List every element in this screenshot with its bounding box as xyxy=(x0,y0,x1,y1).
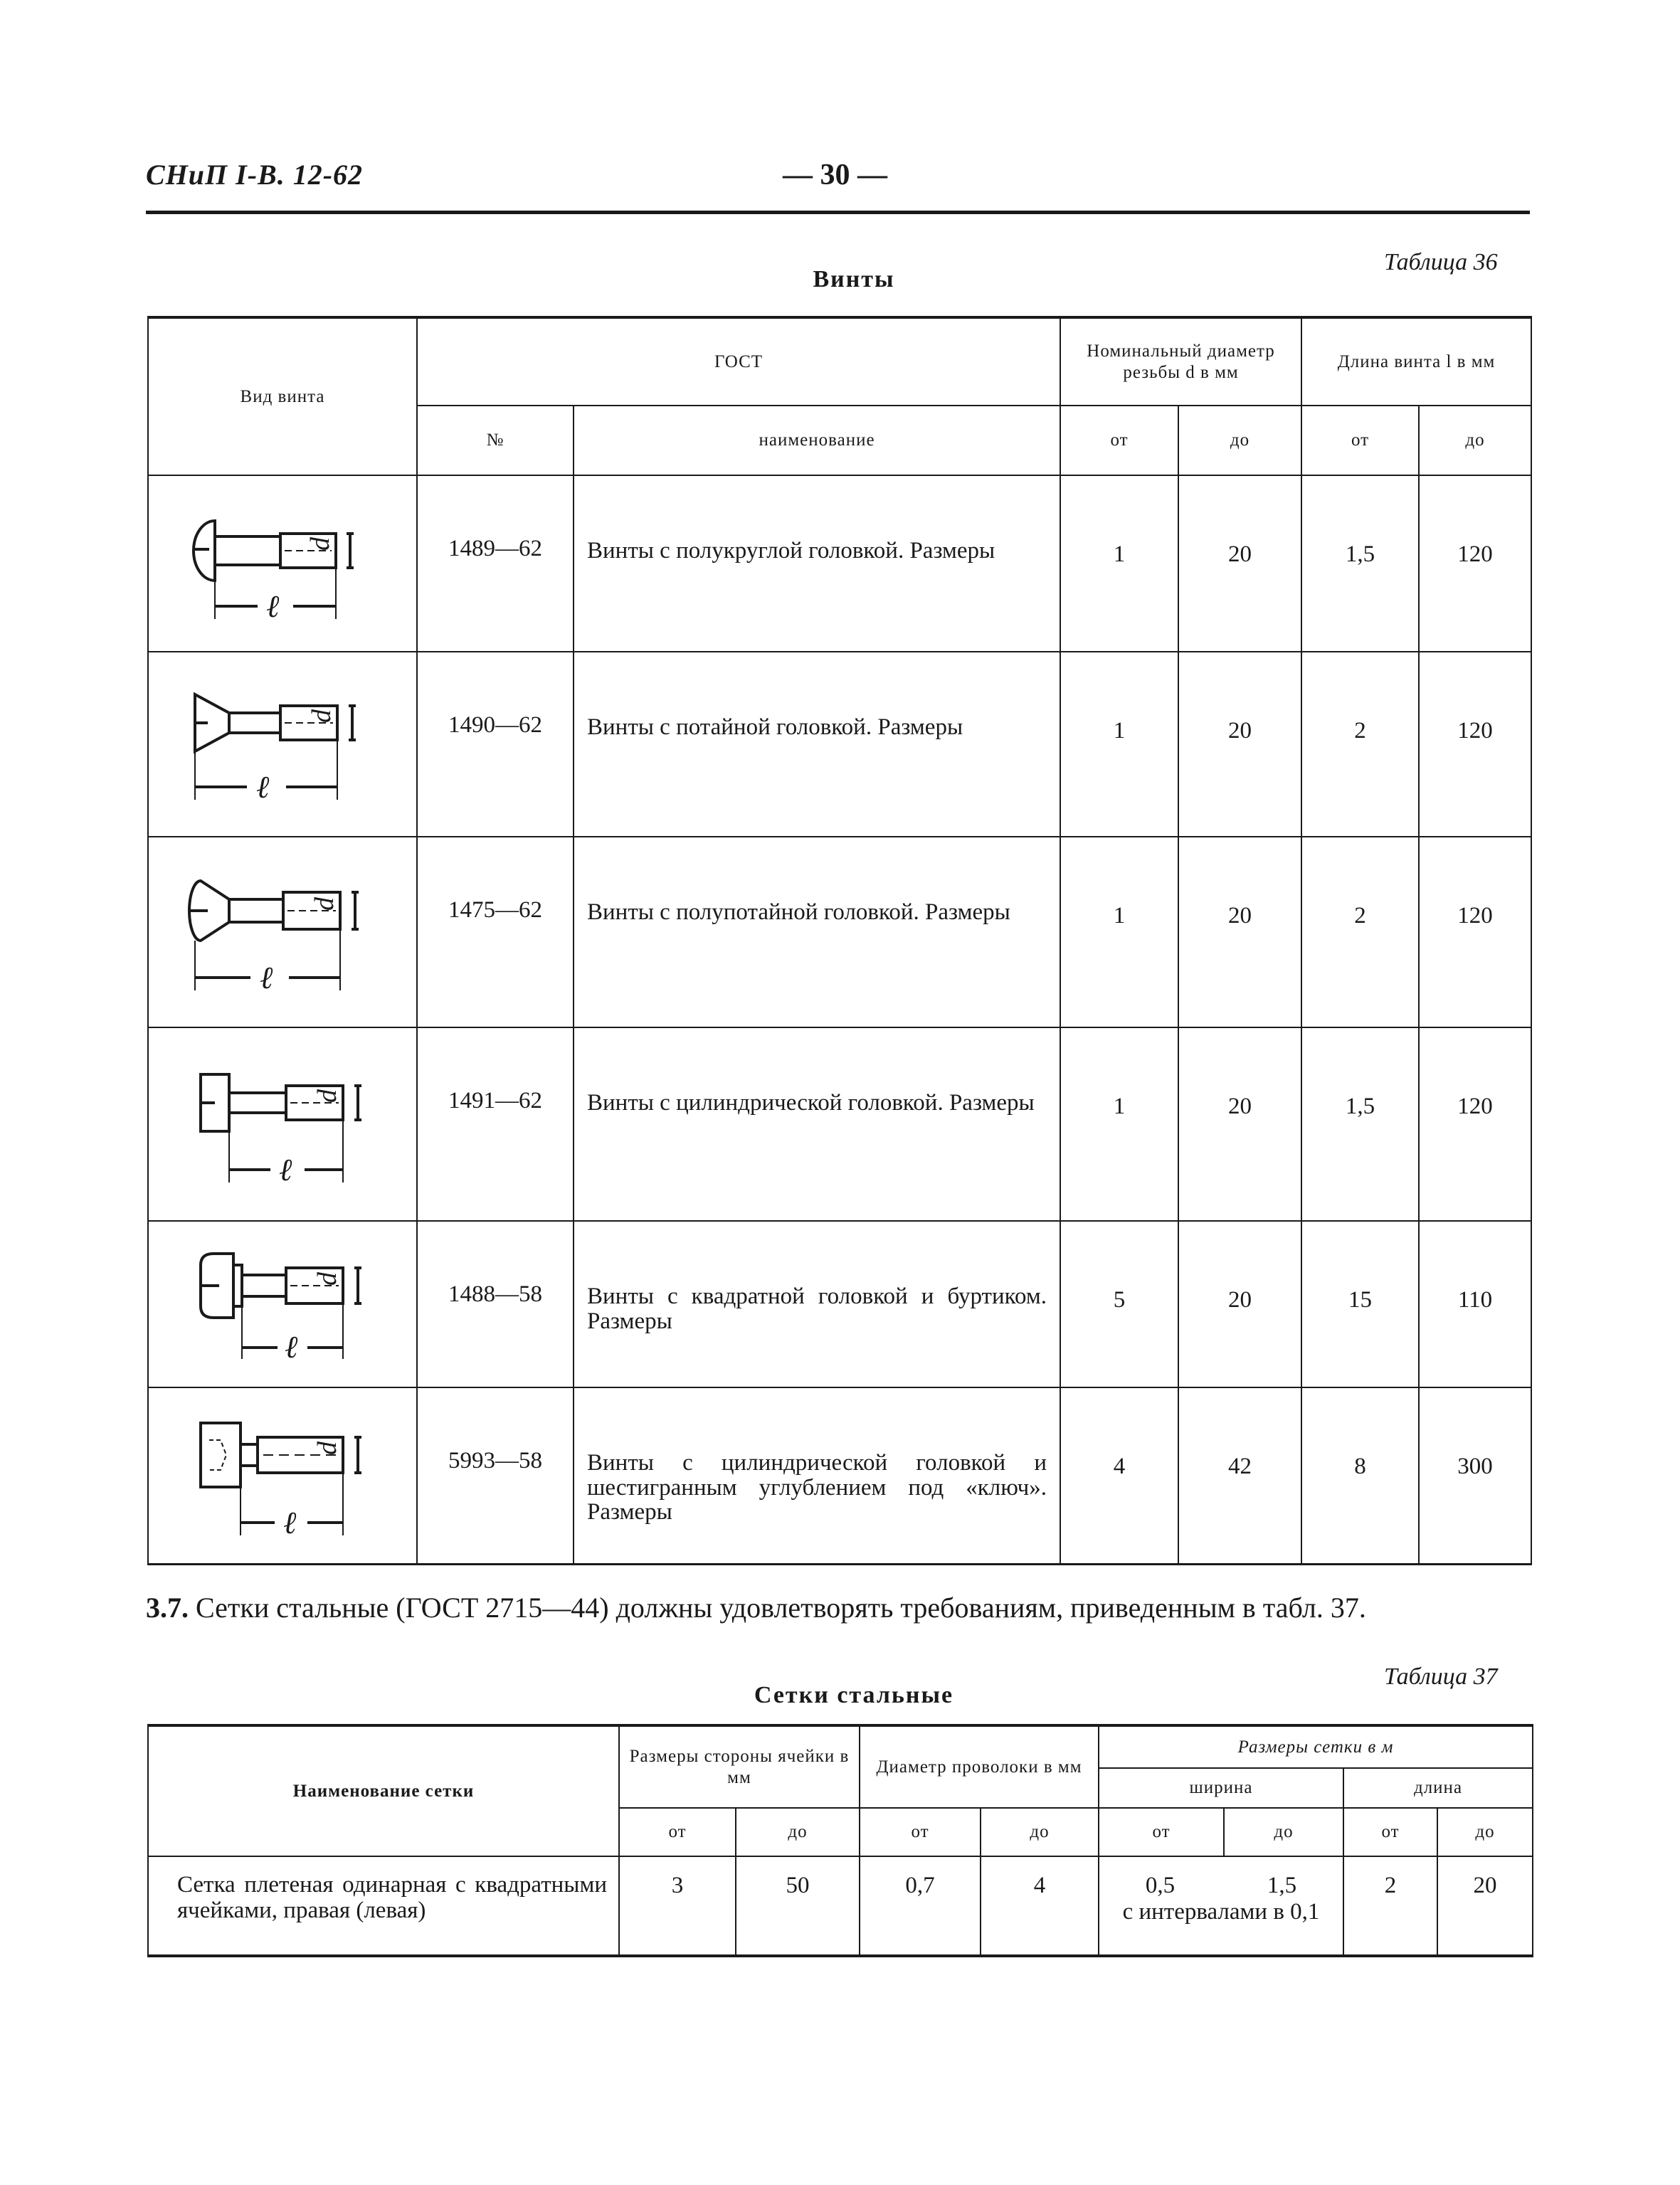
diameter-to: 20 xyxy=(1178,475,1301,652)
length-to: 120 xyxy=(1419,1027,1531,1221)
gost-name: Винты с цилиндрической головкой. Размеры xyxy=(574,1027,1060,1221)
figure-length-label: ℓ xyxy=(256,770,270,805)
diameter-from: 1 xyxy=(1060,837,1178,1027)
diameter-to: 20 xyxy=(1178,1027,1301,1221)
net-length-from: 2 xyxy=(1343,1856,1437,1956)
wire-diameter-to: 4 xyxy=(981,1856,1099,1956)
header-cell-from: от xyxy=(619,1808,736,1856)
length-to: 110 xyxy=(1419,1221,1531,1387)
table-row xyxy=(148,652,1531,837)
diameter-to: 20 xyxy=(1178,1221,1301,1387)
figure-diameter-label: d xyxy=(305,537,335,551)
length-from: 2 xyxy=(1301,652,1419,837)
figure-diameter-label: d xyxy=(307,709,337,723)
table-row xyxy=(148,1387,1531,1564)
header-screw-length: Длина винта l в мм xyxy=(1301,317,1531,406)
table-36-title: Винты xyxy=(813,266,895,292)
net-width-values xyxy=(1099,1873,1343,1899)
net-width-range xyxy=(1099,1856,1343,1956)
figure-diameter-label: d xyxy=(310,897,339,911)
length-from: 15 xyxy=(1301,1221,1419,1387)
paragraph-3-7 xyxy=(146,1592,1530,1624)
diameter-from: 1 xyxy=(1060,475,1178,652)
net-name: Сетка плетеная одинарная с квадратными ячейками, правая (левая) xyxy=(148,1856,619,1956)
page-number: — 30 — xyxy=(783,159,887,191)
gost-name: Винты с цилиндрической головкой и шестигранным углублением под «ключ». Размеры xyxy=(574,1387,1060,1564)
header-diameter-from: от xyxy=(1060,406,1178,475)
paragraph-number: 3.7. xyxy=(146,1592,189,1624)
header-net-width: ширина xyxy=(1099,1768,1343,1808)
header-gost-number: № xyxy=(417,406,574,475)
cell-size-to: 50 xyxy=(736,1856,860,1956)
gost-name: Винты с полукруглой головкой. Размеры xyxy=(574,475,1060,652)
table-36-label: Таблица 36 xyxy=(1384,249,1498,275)
hex-socket-head-screw-figure xyxy=(148,1387,417,1564)
diameter-from: 1 xyxy=(1060,652,1178,837)
table-row xyxy=(148,475,1531,652)
steel-nets-table xyxy=(147,1724,1533,1957)
figure-diameter-label: d xyxy=(312,1272,342,1286)
diameter-to: 20 xyxy=(1178,652,1301,837)
figure-length-label: ℓ xyxy=(260,961,273,995)
header-net-length: длина xyxy=(1343,1768,1533,1808)
length-from: 1,5 xyxy=(1301,475,1419,652)
header-length-from: от xyxy=(1343,1808,1437,1856)
diameter-to: 42 xyxy=(1178,1387,1301,1564)
figure-length-label: ℓ xyxy=(266,589,280,624)
length-from: 8 xyxy=(1301,1387,1419,1564)
net-width-to: 1,5 xyxy=(1267,1873,1297,1898)
header-length-to: до xyxy=(1437,1808,1533,1856)
table-37-label: Таблица 37 xyxy=(1384,1663,1498,1690)
countersunk-head-screw-figure xyxy=(148,652,417,837)
length-to: 300 xyxy=(1419,1387,1531,1564)
table-row xyxy=(148,837,1531,1027)
header-cell-to: до xyxy=(736,1808,860,1856)
length-to: 120 xyxy=(1419,652,1531,837)
figure-diameter-label: d xyxy=(312,1441,342,1455)
net-length-to: 20 xyxy=(1437,1856,1533,1956)
gost-name: Винты с потайной головкой. Размеры xyxy=(574,652,1060,837)
length-from: 1,5 xyxy=(1301,1027,1419,1221)
gost-name: Винты с полупотайной головкой. Размеры xyxy=(574,837,1060,1027)
paragraph-text: Сетки стальные (ГОСТ 2715—44) должны удовлетворять требованиям, приведенным в табл. 37. xyxy=(196,1592,1366,1624)
cell-size-from: 3 xyxy=(619,1856,736,1956)
diameter-from: 1 xyxy=(1060,1027,1178,1221)
gost-number: 1491—62 xyxy=(417,1027,574,1221)
square-head-collar-screw-figure xyxy=(148,1221,417,1387)
gost-number: 1490—62 xyxy=(417,652,574,837)
length-to: 120 xyxy=(1419,837,1531,1027)
figure-length-label: ℓ xyxy=(285,1330,298,1365)
net-width-interval-note: с интервалами в 0,1 xyxy=(1122,1899,1320,1925)
diameter-from: 5 xyxy=(1060,1221,1178,1387)
gost-number: 1488—58 xyxy=(417,1221,574,1387)
figure-diameter-label: d xyxy=(312,1089,342,1103)
round-head-screw-figure xyxy=(148,475,417,652)
header-thread-diameter: Номинальный диаметр резьбы d в мм xyxy=(1060,317,1301,406)
diameter-from: 4 xyxy=(1060,1387,1178,1564)
header-wire-from: от xyxy=(860,1808,981,1856)
header-length-from: от xyxy=(1301,406,1419,475)
header-width-to: до xyxy=(1224,1808,1343,1856)
header-length-to: до xyxy=(1419,406,1531,475)
diameter-to: 20 xyxy=(1178,837,1301,1027)
header-gost-name: наименование xyxy=(574,406,1060,475)
document-code: СНиП I-В. 12-62 xyxy=(146,159,364,191)
gost-number: 5993—58 xyxy=(417,1387,574,1564)
length-from: 2 xyxy=(1301,837,1419,1027)
table-37-title: Сетки стальные xyxy=(754,1682,954,1708)
header-gost: ГОСТ xyxy=(417,317,1060,406)
figure-length-label: ℓ xyxy=(279,1153,292,1187)
table-row xyxy=(148,1027,1531,1221)
table-row xyxy=(148,1856,1533,1956)
header-wire-diameter: Диаметр проволоки в мм xyxy=(860,1725,1099,1808)
header-screw-view: Вид винта xyxy=(148,317,417,475)
wire-diameter-from: 0,7 xyxy=(860,1856,981,1956)
cheese-head-screw-figure xyxy=(148,1027,417,1221)
gost-number: 1475—62 xyxy=(417,837,574,1027)
header-wire-to: до xyxy=(981,1808,1099,1856)
header-rule xyxy=(146,211,1530,214)
header-cell-side: Размеры стороны ячейки в мм xyxy=(619,1725,860,1808)
screws-table xyxy=(147,316,1532,1565)
header-net-name: Наименование сетки xyxy=(148,1725,619,1856)
gost-name: Винты с квадратной головкой и буртиком. Размеры xyxy=(574,1221,1060,1387)
table-row xyxy=(148,1221,1531,1387)
net-width-from: 0,5 xyxy=(1145,1873,1176,1898)
length-to: 120 xyxy=(1419,475,1531,652)
gost-number: 1489—62 xyxy=(417,475,574,652)
figure-length-label: ℓ xyxy=(283,1505,297,1540)
header-net-size: Размеры сетки в м xyxy=(1099,1725,1533,1768)
header-width-from: от xyxy=(1099,1808,1224,1856)
raised-countersunk-head-screw-figure xyxy=(148,837,417,1027)
header-diameter-to: до xyxy=(1178,406,1301,475)
